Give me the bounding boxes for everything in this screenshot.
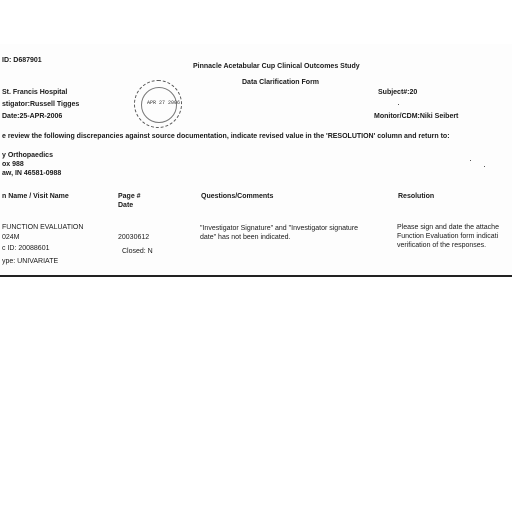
scan-speck <box>484 166 485 167</box>
investigator: stigator:Russell Tigges <box>2 101 80 108</box>
column-header-resolution: Resolution <box>398 193 435 200</box>
form-date: Date:25-APR-2006 <box>2 113 63 120</box>
column-header-questions: Questions/Comments <box>201 193 274 200</box>
form-title: Data Clarification Form <box>242 79 320 86</box>
column-header-page: Page # <box>118 193 141 200</box>
site-name: St. Francis Hospital <box>2 89 68 96</box>
monitor: Monitor/CDM:Niki Seibert <box>374 113 459 120</box>
scan-speck <box>470 160 471 161</box>
address-line-2: ox 988 <box>2 161 24 168</box>
address-line-3: aw, IN 46581-0988 <box>2 170 62 177</box>
resolution-line-1: Please sign and date the attache <box>397 224 499 231</box>
visit-name: 024M <box>2 234 20 241</box>
study-title: Pinnacle Acetabular Cup Clinical Outcomes Study <box>193 63 360 70</box>
address-line-1: y Orthopaedics <box>2 152 53 159</box>
stamp-date: APR 27 2006 <box>147 100 181 106</box>
column-header-date: Date <box>118 202 134 209</box>
resolution-line-3: verification of the responses. <box>397 242 487 249</box>
question-line-1: "Investigator Signature" and "Investigator signature <box>200 225 359 232</box>
bottom-border <box>0 275 512 277</box>
closed-status: Closed: N <box>122 248 153 255</box>
form-name: FUNCTION EVALUATION <box>2 224 84 231</box>
instructions: e review the following discrepancies against source documentation, indicate revised value in the 'RESOLUTION' column and return to: <box>2 133 450 140</box>
resolution-line-2: Function Evaluation form indicati <box>397 233 499 240</box>
question-line-2: date" has not been indicated. <box>200 234 291 241</box>
page-number: 20030612 <box>118 234 150 241</box>
column-header-name: n Name / Visit Name <box>2 193 69 200</box>
scan-speck <box>398 104 399 105</box>
subject-number: Subject#:20 <box>378 89 418 96</box>
doc-id: c ID: 20088601 <box>2 245 50 252</box>
received-stamp <box>134 80 182 128</box>
query-type: ype: UNIVARIATE <box>2 258 59 265</box>
form-id: ID: D687901 <box>2 57 42 64</box>
